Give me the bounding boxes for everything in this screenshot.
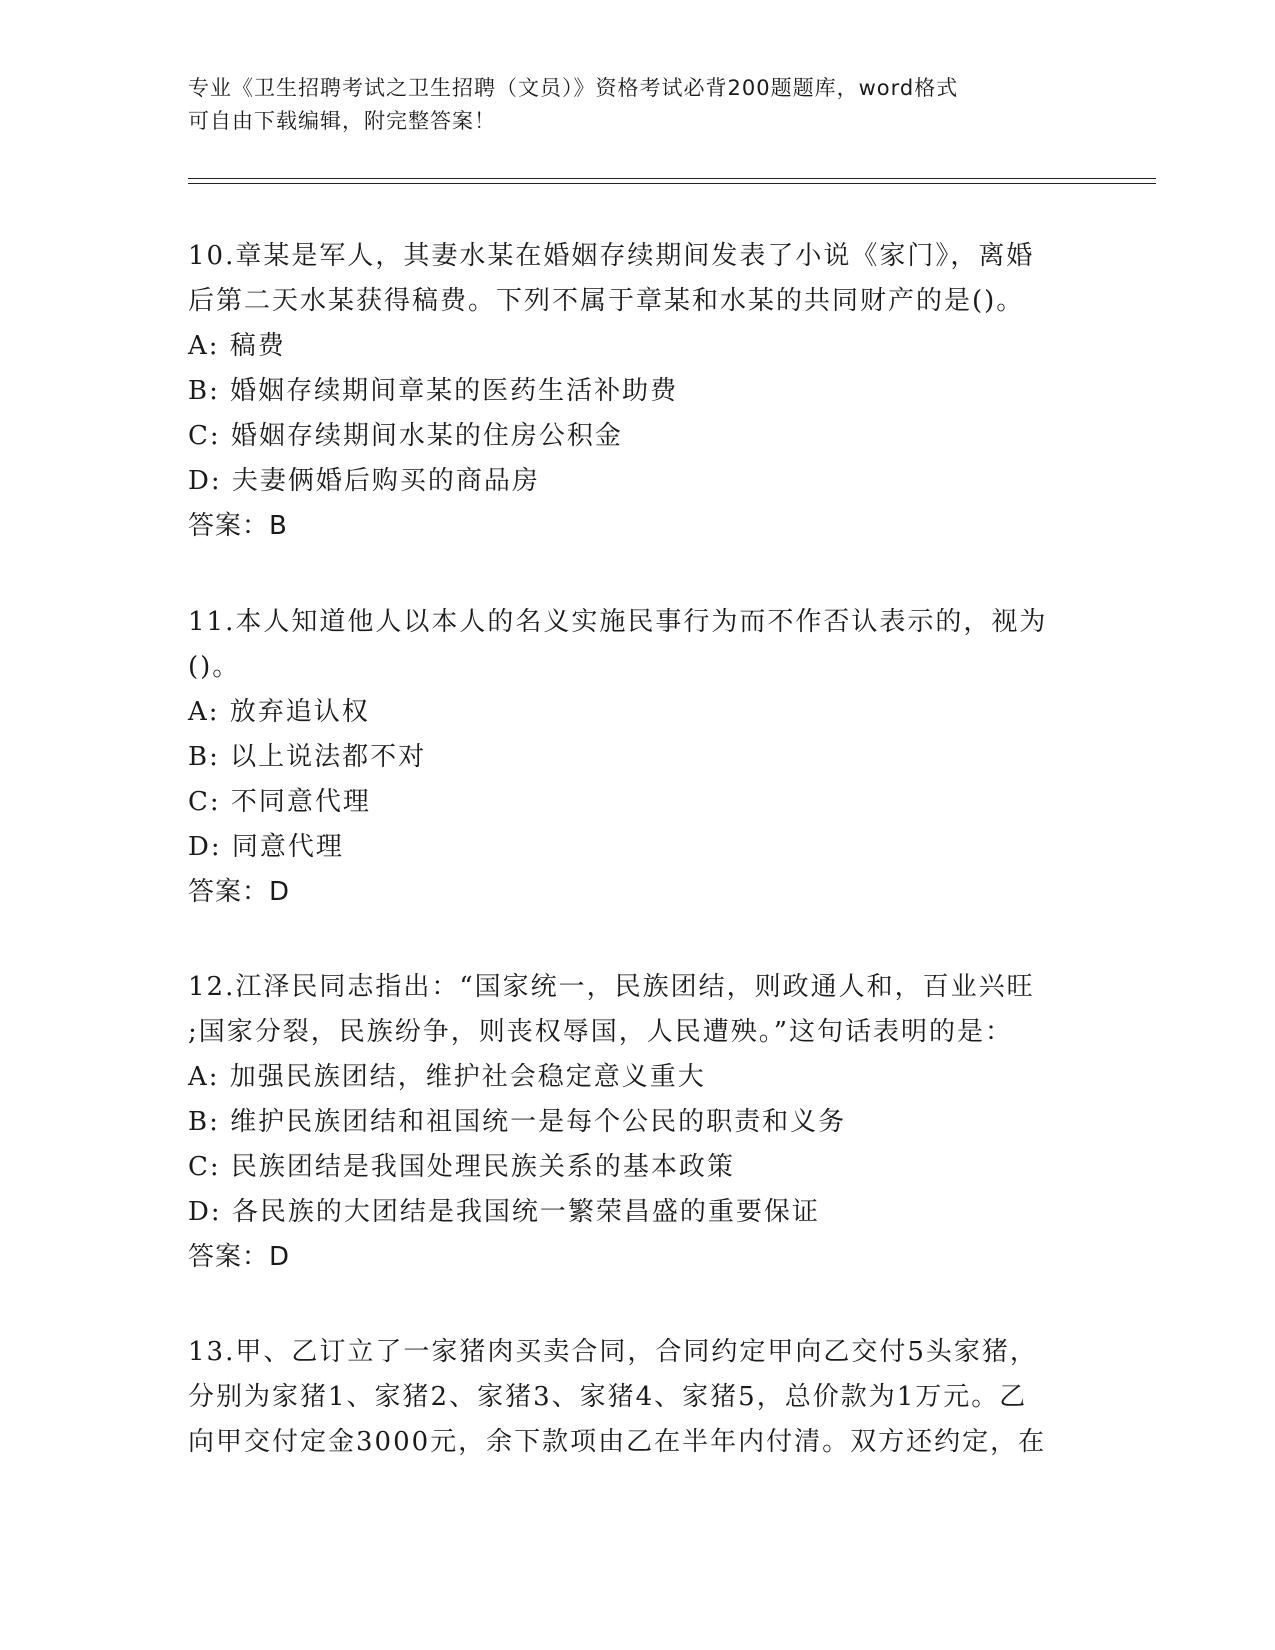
header-title-line-1: 专业《卫生招聘考试之卫生招聘（文员）》资格考试必背200题题库，word格式 <box>188 76 959 100</box>
answer-line: 答案：D <box>188 1242 291 1272</box>
option-b: B: 婚姻存续期间章某的医药生活补助费 <box>188 376 679 406</box>
option-a: A: 加强民族团结，维护社会稳定意义重大 <box>188 1062 706 1092</box>
option-b: B: 维护民族团结和祖国统一是每个公民的职责和义务 <box>188 1107 847 1137</box>
question-stem-line: ;国家分裂，民族纷争，则丧权辱国，人民遭殃。”这句话表明的是： <box>188 1017 1014 1047</box>
question-stem-line: ()。 <box>188 652 241 682</box>
option-d: D: 夫妻俩婚后购买的商品房 <box>188 466 540 496</box>
question-stem-line: 后第二天水某获得稿费。下列不属于章某和水某的共同财产的是()。 <box>188 286 1025 316</box>
question-11 <box>188 600 1088 915</box>
question-stem-line: 10.章某是军人，其妻水某在婚姻存续期间发表了小说《家门》，离婚 <box>188 241 1035 271</box>
option-c: C: 婚姻存续期间水某的住房公积金 <box>188 421 623 451</box>
option-c: C: 民族团结是我国处理民族关系的基本政策 <box>188 1152 735 1182</box>
option-b: B: 以上说法都不对 <box>188 742 427 772</box>
header-divider-top <box>188 178 1156 179</box>
option-a: A: 稿费 <box>188 331 286 361</box>
option-d: D: 同意代理 <box>188 832 344 862</box>
header-divider-bottom <box>188 183 1156 184</box>
question-12 <box>188 965 1088 1280</box>
question-stem-line: 向甲交付定金3000元，余下款项由乙在半年内付清。双方还约定，在 <box>188 1427 1047 1457</box>
answer-line: 答案：B <box>188 511 288 541</box>
question-stem-line: 11.本人知道他人以本人的名义实施民事行为而不作否认表示的，视为 <box>188 607 1048 637</box>
option-a: A: 放弃追认权 <box>188 697 370 727</box>
question-stem-line: 12.江泽民同志指出：“国家统一，民族团结，则政通人和，百业兴旺 <box>188 972 1035 1002</box>
option-d: D: 各民族的大团结是我国统一繁荣昌盛的重要保证 <box>188 1197 820 1227</box>
question-stem-line: 13.甲、乙订立了一家猪肉买卖合同，合同约定甲向乙交付5头家猪， <box>188 1337 1038 1367</box>
document-header <box>188 72 1088 138</box>
header-title-line-2: 可自由下载编辑，附完整答案！ <box>188 109 496 133</box>
question-13 <box>188 1330 1088 1465</box>
question-stem-line: 分别为家猪1、家猪2、家猪3、家猪4、家猪5，总价款为1万元。乙 <box>188 1382 1028 1412</box>
option-c: C: 不同意代理 <box>188 787 371 817</box>
answer-line: 答案：D <box>188 877 291 907</box>
question-10 <box>188 234 1088 549</box>
